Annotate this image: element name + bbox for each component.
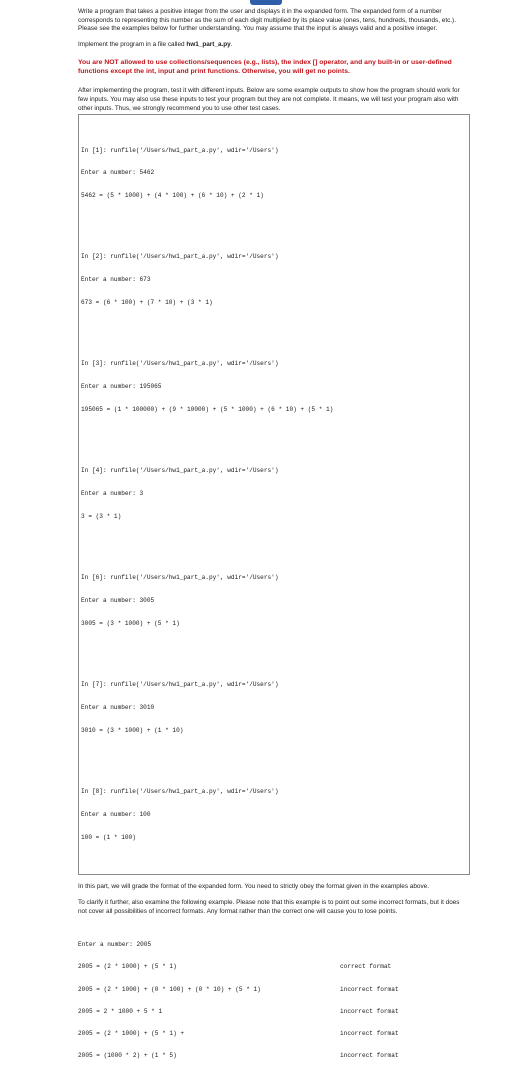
format-example-verdict: incorrect format bbox=[340, 985, 399, 993]
console-prompt: In [7]: runfile('/Users/hw1_part_a.py', wdir='/Users') bbox=[81, 681, 279, 689]
format-example-header bbox=[78, 941, 470, 948]
input-label: Enter a number: bbox=[81, 276, 140, 284]
format-example-row bbox=[78, 1030, 470, 1037]
console-input bbox=[81, 490, 467, 498]
console-prompt: In [6]: runfile('/Users/hw1_part_a.py', wdir='/Users') bbox=[81, 574, 279, 582]
console-prompt: In [8]: runfile('/Users/hw1_part_a.py', wdir='/Users') bbox=[81, 787, 279, 795]
console-result: 3010 = (3 * 1000) + (1 * 10) bbox=[81, 726, 184, 734]
format-example-row bbox=[78, 1008, 470, 1015]
console-run-7 bbox=[81, 666, 467, 750]
console-prompt: In [3]: runfile('/Users/hw1_part_a.py', wdir='/Users') bbox=[81, 360, 279, 368]
input-value: 195065 bbox=[139, 383, 162, 391]
console-input bbox=[81, 811, 467, 819]
clarification-paragraph: To clarify it further, also examine the following example. Please note that this example is to point out some incorrect formats, but it does not cover all possibilities of incorrect formats. Any format rather than the correct one will cause you to lose points. bbox=[78, 899, 460, 915]
console-prompt: In [1]: runfile('/Users/hw1_part_a.py', wdir='/Users') bbox=[81, 146, 279, 154]
format-example-row bbox=[78, 963, 470, 970]
console-input bbox=[81, 276, 467, 284]
restriction-warning: You are NOT allowed to use collections/sequences (e.g., lists), the index [] operator, and any built-in or user-defined functions except the int, input and print functions. Otherwise, you will get no points. bbox=[78, 59, 452, 76]
format-example-expression: 2005 = 2 * 1000 + 5 * 1 bbox=[78, 1007, 163, 1015]
console-run-8 bbox=[81, 773, 467, 857]
console-run-3 bbox=[81, 345, 467, 429]
console-result: 5462 = (5 * 1000) + (4 * 100) + (6 * 10) + (2 * 1) bbox=[81, 192, 264, 200]
input-label: Enter a number: bbox=[81, 383, 140, 391]
input-value: 5462 bbox=[139, 169, 155, 177]
format-example-verdict: incorrect format bbox=[340, 1007, 399, 1015]
console-input bbox=[81, 169, 467, 177]
grading-paragraph: In this part, we will grade the format of the expanded form. You need to strictly obey the format given in the examples above. bbox=[78, 882, 429, 890]
testing-paragraph: After implementing the program, test it with different inputs. Below are some example outputs to show how the program should work for few inputs. You may also use these inputs to test your program but they are not complete. It means, we will test your program also with other inputs. Thus, we strongly recommend you to use other test cases. bbox=[78, 87, 460, 112]
file-instruction-prefix: Implement the program in a file called bbox=[78, 40, 187, 48]
format-example-verdict: incorrect format bbox=[340, 1029, 399, 1037]
format-example-row bbox=[78, 986, 470, 993]
input-label: Enter a number: bbox=[81, 703, 140, 711]
input-label: Enter a number: bbox=[81, 490, 140, 498]
console-result: 3 = (3 * 1) bbox=[81, 512, 122, 520]
format-example-expression: 2005 = (1000 * 2) + (1 * 5) bbox=[78, 1052, 177, 1060]
console-result: 3005 = (3 * 1000) + (5 * 1) bbox=[81, 619, 180, 627]
console-result: 673 = (6 * 100) + (7 * 10) + (3 * 1) bbox=[81, 299, 213, 306]
input-label: Enter a number: bbox=[81, 596, 140, 604]
format-example-verdict: incorrect format bbox=[340, 1052, 399, 1060]
file-instruction bbox=[78, 41, 470, 50]
file-name: hw1_part_a.py bbox=[186, 40, 231, 48]
format-examples bbox=[78, 926, 470, 1074]
console-run-6 bbox=[81, 559, 467, 643]
console-run-1 bbox=[81, 131, 467, 215]
console-result: 195065 = (1 * 100000) + (9 * 10000) + (5 * 1000) + (6 * 10) + (5 * 1) bbox=[81, 405, 334, 413]
console-run-2 bbox=[81, 238, 467, 322]
input-label: Enter a number: bbox=[81, 810, 140, 818]
input-value: 673 bbox=[139, 276, 151, 284]
assignment-page bbox=[78, 8, 470, 1074]
input-label: Enter a number: bbox=[81, 169, 140, 177]
console-result: 100 = (1 * 100) bbox=[81, 833, 136, 841]
console-input bbox=[81, 597, 467, 605]
file-instruction-suffix: . bbox=[230, 40, 233, 48]
console-input bbox=[81, 383, 467, 391]
console-prompt: In [2]: runfile('/Users/hw1_part_a.py', wdir='/Users') bbox=[81, 253, 279, 261]
input-value: 3005 bbox=[139, 596, 155, 604]
format-example-verdict: correct format bbox=[340, 963, 392, 971]
console-input bbox=[81, 704, 467, 712]
intro-paragraph: Write a program that takes a positive integer from the user and displays it in the expanded form. The expanded form of a number corresponds to representing this number as the sum of each digit multiplied by its place value (ones, tens, hundreds, thousands, etc.). Please see the examples below for further understanding. You may assume that the input is always valid and a positive integer. bbox=[78, 8, 456, 33]
format-example-expression: 2005 = (2 * 1000) + (5 * 1) bbox=[78, 963, 177, 971]
input-value: 100 bbox=[139, 810, 151, 818]
format-example-expression: 2005 = (2 * 1000) + (0 * 100) + (0 * 10) + (5 * 1) bbox=[78, 985, 261, 993]
console-run-4 bbox=[81, 452, 467, 536]
format-example-row bbox=[78, 1052, 470, 1059]
console-output bbox=[78, 114, 470, 874]
format-example-expression: 2005 = (2 * 1000) + (5 * 1) + bbox=[78, 1029, 185, 1037]
input-value: 3010 bbox=[139, 703, 155, 711]
input-value: 3 bbox=[139, 490, 144, 498]
console-prompt: In [4]: runfile('/Users/hw1_part_a.py', wdir='/Users') bbox=[81, 467, 279, 475]
top-edge-mark bbox=[250, 0, 282, 5]
format-example-prompt: Enter a number: 2005 bbox=[78, 941, 152, 949]
